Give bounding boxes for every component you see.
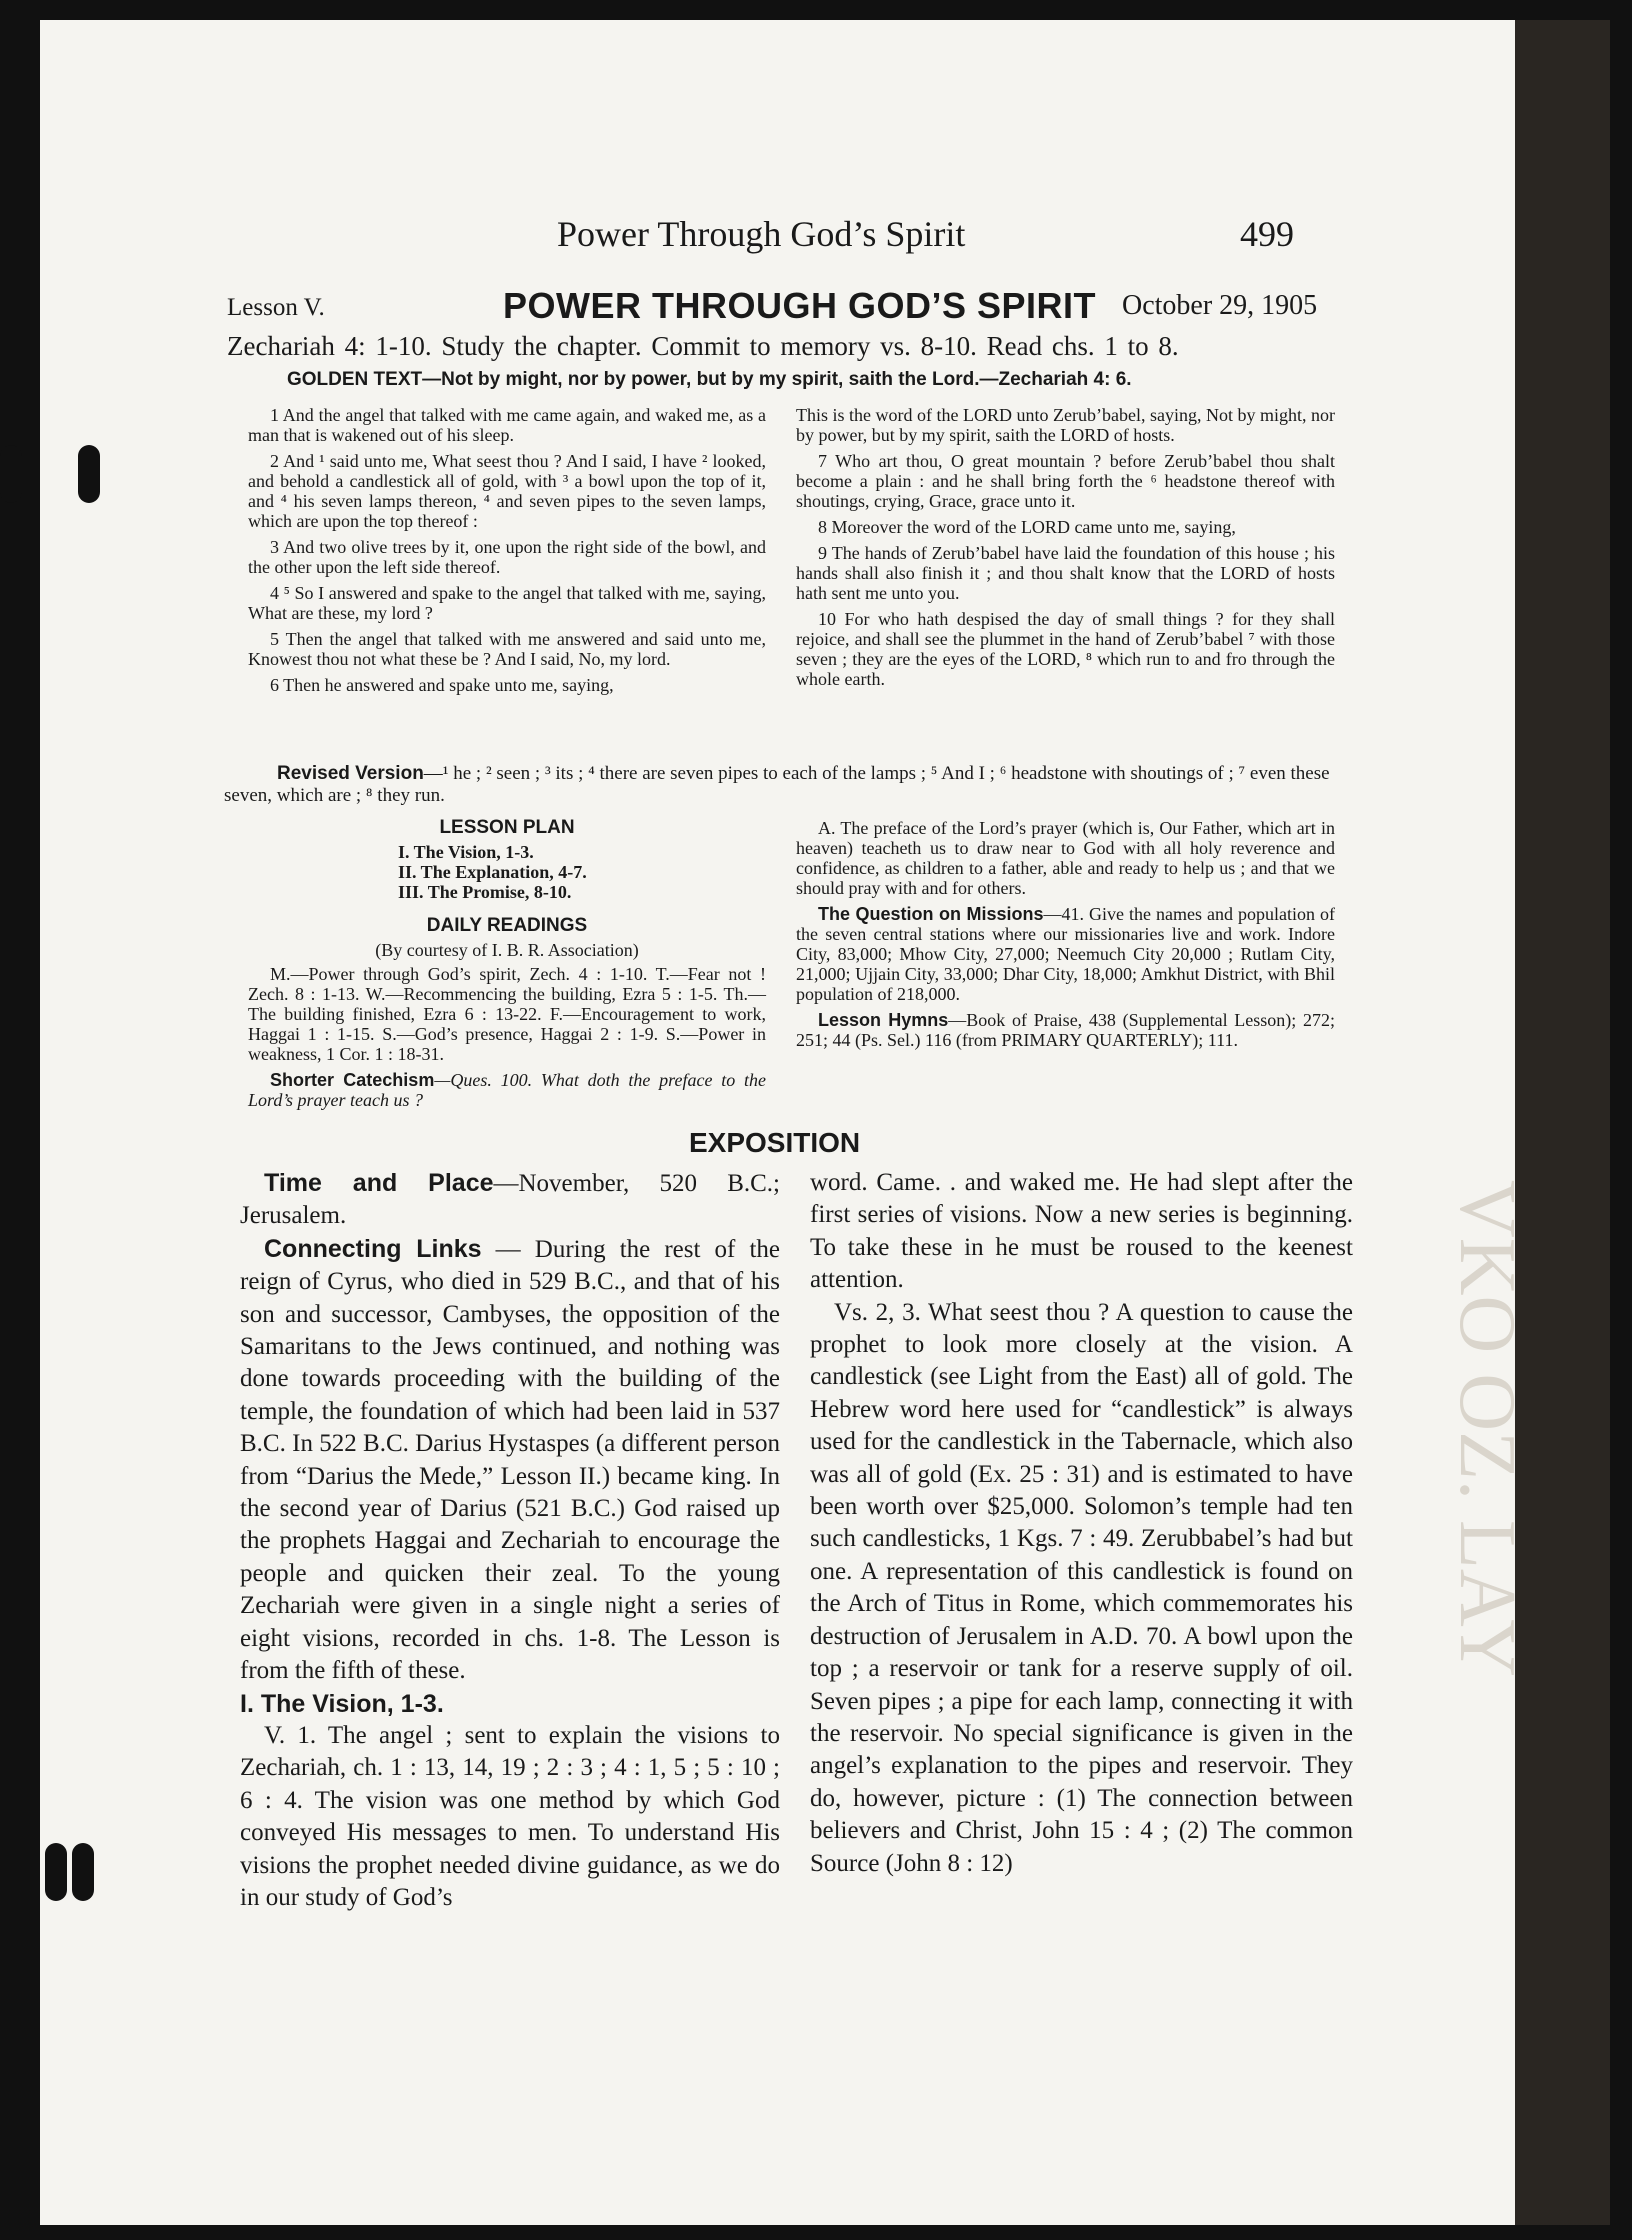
exposition-right-column	[810, 1167, 1353, 1880]
lesson-date: October 29, 1905	[1122, 290, 1318, 321]
verse-5: 5 Then the angel that talked with me answered and said unto me, Knowest thou not what these be ? And I said, No, my lord.	[248, 629, 766, 669]
verse-7: 7 Who art thou, O great mountain ? before Zerub’babel thou shalt become a plain : and he shall bring forth the ⁶ headstone thereof with shoutings, crying, Grace, grace unto it.	[796, 451, 1335, 511]
revised-version-label: Revised Version	[277, 763, 424, 784]
hymns-label: Lesson Hymns	[818, 1010, 949, 1030]
missions-text: —41. Give the names and population of the seven central stations where our missionaries live and work. Indore City, 83,000; Mhow City, 27,000; Neemuch City 20,000 ; Rutlam City, 21,000; Ujjain City, 33,000; Dhar City, 18,000; Amkhut District, with Bhil population of 218,000.	[796, 904, 1335, 1004]
verse-8: 8 Moreover the word of the LORD came unto me, saying,	[818, 517, 1236, 537]
verses-2-3-commentary: Vs. 2, 3. What seest thou ? A question to cause the prophet to look more closely at the vision. A candlestick (see Light from the East) all of gold. The Hebrew word here used for “candlestick” is always used for the candlestick in the Tabernacle, which also was all of gold (Ex. 25 : 31) and is estimated to have been worth over $25,000. Solomon’s temple had ten such candlesticks, 1 Kgs. 7 : 49. Zerubbabel’s had but one. A representation of this candlestick is found on the Arch of Titus in Rome, which commemorates his destruction of Jerusalem in A.D. 70. A bowl upon the top ; a reservoir or tank for a reserve supply of oil. Seven pipes ; a pipe for each lamp, connecting it with the reservoir. No special significance is given in the angel’s explanation to the pipes and reservoir. They do, however, picture : (1) The connection between believers and Christ, John 15 : 4 ; (2) The common Source (John 8 : 12)	[810, 1298, 1353, 1877]
connecting-links-label: Connecting Links	[264, 1234, 482, 1263]
revised-version-note	[224, 763, 1339, 807]
lesson-title: POWER THROUGH GOD’S SPIRIT	[503, 285, 1097, 326]
spine-lettering: VKO OZ. LAY	[1443, 1180, 1531, 1678]
section-heading-vision: I. The Vision, 1-3.	[240, 1689, 444, 1718]
catechism-question: —Ques. 100. What doth the preface to the Lord’s prayer teach us ?	[248, 1070, 766, 1110]
lesson-plan-item: I. The Vision, 1-3.	[398, 842, 534, 862]
lesson-plan-heading: LESSON PLAN	[439, 817, 575, 838]
verse-1: 1 And the angel that talked with me came again, and waked me, as a man that is wakened out of his sleep.	[248, 405, 766, 445]
time-and-place	[240, 1167, 780, 1233]
binding-hole-3	[45, 1843, 67, 1901]
binding-hole-4	[72, 1843, 94, 1901]
page-number: 499	[1240, 214, 1294, 254]
exposition-heading: EXPOSITION	[689, 1127, 861, 1158]
time-place-text: —November, 520 B.C.; Jerusalem.	[240, 1170, 780, 1230]
hymns-text: —Book of Praise, 438 (Supplemental Lesson); 272; 251; 44 (Ps. Sel.) 116 (from PRIMARY QUARTERLY); 111.	[796, 1010, 1335, 1050]
time-place-label: Time and Place	[264, 1169, 494, 1197]
lesson-number: Lesson V.	[227, 294, 325, 321]
verse-2: 2 And ¹ said unto me, What seest thou ? And I said, I have ² looked, and behold a candlestick all of gold, with ³ a bowl upon the top of it, and ⁴ his seven lamps thereon, ⁴ and seven pipes to the seven lamps, which are upon the top thereof :	[248, 451, 766, 531]
catechism-label: Shorter Catechism	[270, 1070, 435, 1090]
daily-readings-text: M.—Power through God’s spirit, Zech. 4 : 1-10. T.—Fear not ! Zech. 8 : 1-13. W.—Recommencing the building, Ezra 5 : 1-5. Th.—The building finished, Ezra 6 : 13-22. F.—Encouragement to work, Haggai 1 : 1-15. S.—God’s presence, Haggai 2 : 1-9. S.—Power in weakness, 1 Cor. 1 : 18-31.	[248, 964, 766, 1064]
book-spine	[1515, 20, 1610, 2225]
binding-hole-2	[78, 445, 100, 503]
binding-hole-1	[0, 445, 22, 503]
daily-readings-courtesy: (By courtesy of I. B. R. Association)	[375, 940, 639, 960]
lesson-aids-right	[796, 818, 1335, 1056]
verse-4: 4 ⁵ So I answered and spake to the angel that talked with me, saying, What are these, my lord ?	[248, 583, 766, 623]
catechism-answer: A. The preface of the Lord’s prayer (which is, Our Father, which art in heaven) teacheth us to draw near to God with all holy reverence and confidence, as children to a father, able and ready to help us ; and that we should pray with and for others.	[796, 818, 1335, 898]
verse-6-cont: This is the word of the LORD unto Zerub’babel, saying, Not by might, nor by power, but by my spirit, saith the LORD of hosts.	[796, 405, 1335, 445]
connecting-links-text: — During the rest of the reign of Cyrus, who died in 529 B.C., and that of his son and successor, Cambyses, the opposition of the Samaritans to the Jews continued, and nothing was done towards proceeding with the building of the temple, the foundation of which had been laid in 537 B.C. In 522 B.C. Darius Hystaspes (a different person from “Darius the Mede,” Lesson II.) became king. In the second year of Darius (521 B.C.) God raised up the prophets Haggai and Zechariah to encourage the people and quicken their zeal. To the young Zechariah were given in a single night a series of eight visions, recorded in chs. 1-8. The Lesson is from the fifth of these.	[240, 1235, 780, 1685]
lesson-aids-left	[248, 818, 766, 1116]
daily-readings-heading: DAILY READINGS	[426, 915, 588, 936]
verse-6: 6 Then he answered and spake unto me, saying,	[270, 675, 614, 695]
lesson-plan-item: II. The Explanation, 4-7.	[398, 862, 587, 882]
revised-version-text: —¹ he ; ² seen ; ³ its ; ⁴ there are seven pipes to each of the lamps ; ⁵ And I ; ⁶ headstone with shoutings of ; ⁷ even these seven, which are ; ⁸ they run.	[224, 763, 1330, 806]
missions-question	[796, 904, 1335, 1004]
running-head: Power Through God’s Spirit	[557, 214, 966, 254]
scripture-right-column	[796, 405, 1335, 695]
lesson-plan-item: III. The Promise, 8-10.	[398, 882, 572, 902]
lesson-plan-list	[398, 842, 766, 902]
verse-3: 3 And two olive trees by it, one upon the right side of the bowl, and the other upon the left side thereof.	[248, 537, 766, 577]
lesson-hymns	[796, 1010, 1335, 1050]
exposition-left-column	[240, 1167, 780, 1914]
scripture-left-column	[248, 405, 766, 701]
golden-text: GOLDEN TEXT—Not by might, nor by power, but by my spirit, saith the Lord.—Zechariah 4: 6.	[287, 369, 1132, 390]
verse-10: 10 For who hath despised the day of small things ? for they shall rejoice, and shall see the plummet in the hand of Zerub’babel ⁷ with those seven ; they are the eyes of the LORD, ⁸ which run to and fro through the whole earth.	[796, 609, 1335, 689]
continuation-commentary: word. Came. . and waked me. He had slept after the first series of visions. Now a new series is beginning. To take these in he must be roused to the keenest attention.	[810, 1169, 1353, 1294]
verse-9: 9 The hands of Zerub’babel have laid the foundation of this house ; his hands shall also finish it ; and thou shalt know that the LORD of hosts hath sent me unto you.	[796, 543, 1335, 603]
connecting-links	[240, 1233, 780, 1688]
missions-label: The Question on Missions	[818, 904, 1044, 924]
shorter-catechism	[248, 1070, 766, 1110]
scripture-reference-line: Zechariah 4: 1-10. Study the chapter. Commit to memory vs. 8-10. Read chs. 1 to 8.	[227, 331, 1179, 361]
verse-1-commentary: V. 1. The angel ; sent to explain the visions to Zechariah, ch. 1 : 13, 14, 19 ; 2 : 3 ; 4 : 1, 5 ; 5 : 10 ; 6 : 4. The vision was one method by which God conveyed His messages to men. To understand His visions the prophet needed divine guidance, as we do in our study of God’s	[240, 1721, 780, 1911]
